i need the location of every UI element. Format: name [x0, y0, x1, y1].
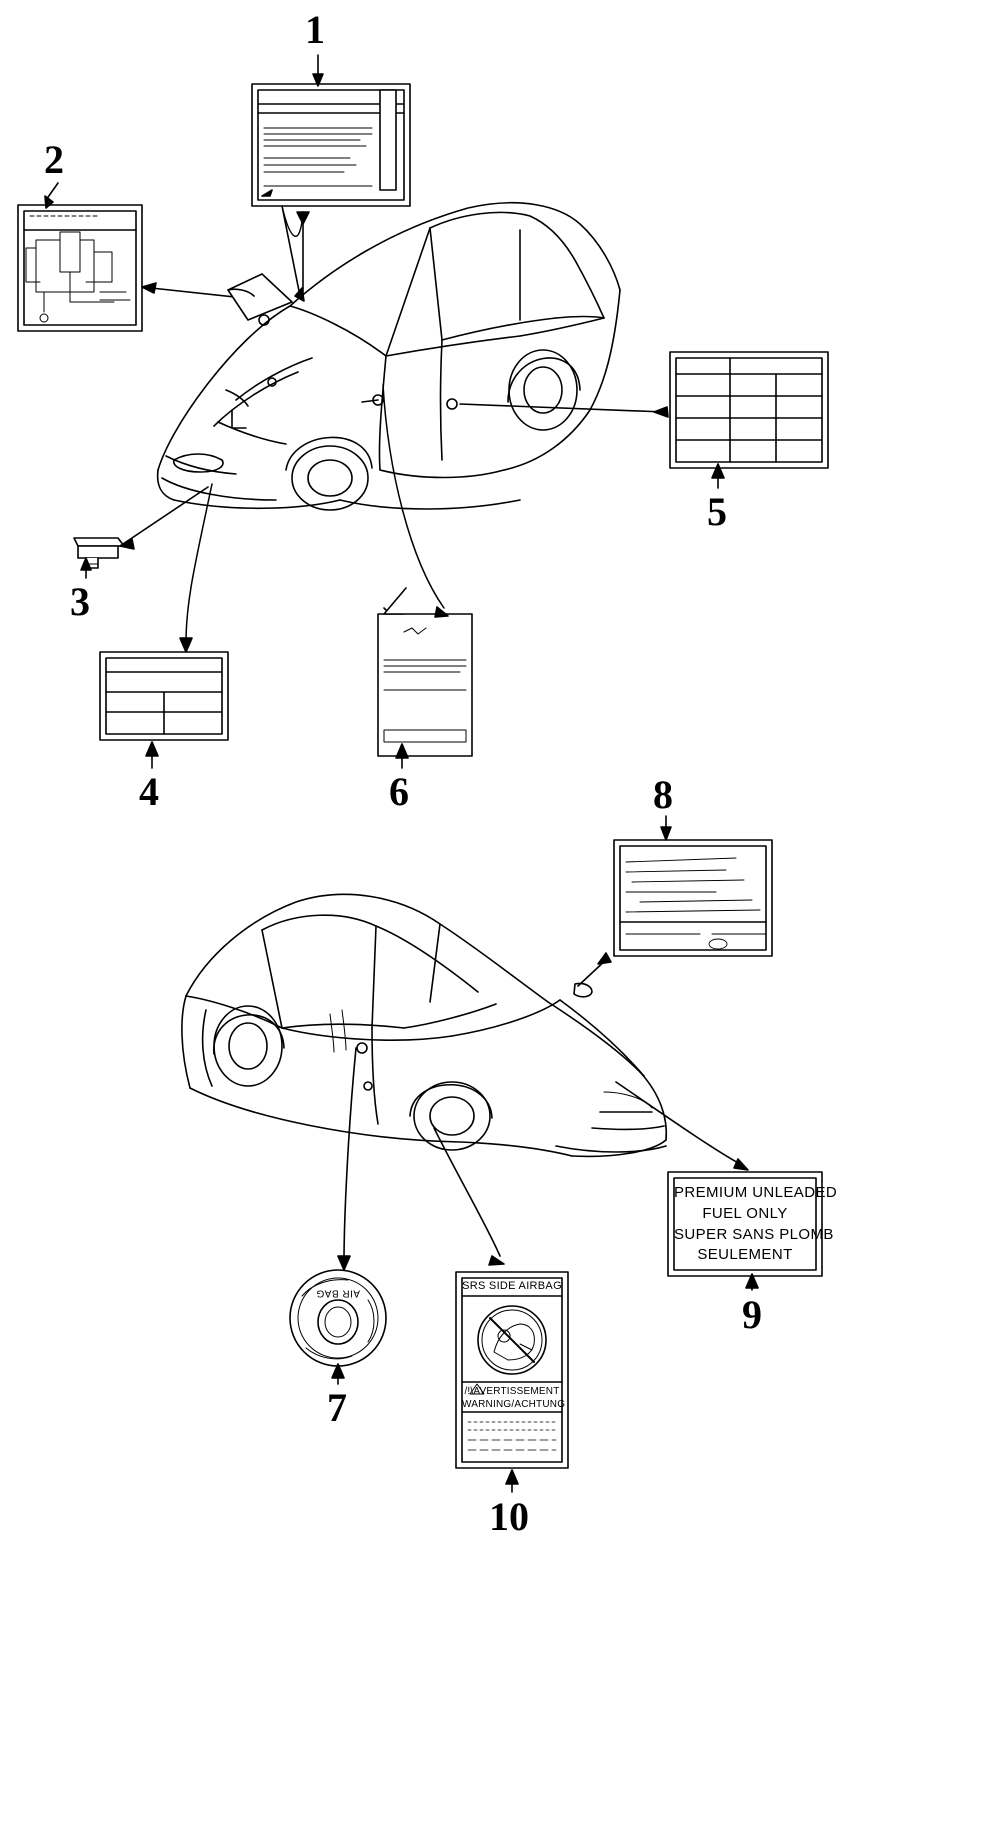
lower-vehicle-illustration: [182, 894, 666, 1156]
callout-number-10: 10: [489, 1494, 529, 1539]
label-2-vacuum-routing-label: [18, 183, 262, 331]
upper-vehicle-illustration: [158, 203, 620, 510]
label-10-srs-side-airbag-label: [434, 1128, 568, 1492]
srs-label-title-block: [462, 1280, 562, 1294]
label-7-airbag-steering-wheel: [290, 1048, 386, 1384]
srs-label-title: SRS SIDE AIRBAG: [462, 1280, 562, 1292]
label-6-certification-label: [378, 385, 472, 768]
fuel-label-text-block: [674, 1184, 838, 1264]
srs-warning-line-1: /!\AVERTISSEMENT: [464, 1386, 560, 1397]
fuel-label-line-4: SEULEMENT: [697, 1246, 793, 1264]
callout-number-1: 1: [305, 7, 325, 52]
label-8-information-label: [578, 816, 772, 986]
callout-number-6: 6: [389, 769, 409, 814]
srs-warning-line-2: WARNING/ACHTUNG: [462, 1398, 566, 1410]
fuel-label-line-1: PREMIUM UNLEADED: [674, 1184, 838, 1201]
callout-number-9: 9: [742, 1292, 762, 1337]
label-1-emission-label: [252, 55, 410, 301]
callout-number-2: 2: [44, 137, 64, 182]
fuel-label-line-2: FUEL ONLY: [702, 1204, 788, 1222]
label-3-identification-tag: [74, 487, 208, 578]
callout-number-4: 4: [139, 769, 159, 814]
callout-number-3: 3: [70, 579, 90, 624]
srs-label-warning-block: [462, 1386, 566, 1411]
airbag-wheel-text: AIR BAG: [315, 1287, 361, 1299]
airbag-wheel-text-block: [306, 1286, 370, 1299]
callout-number-5: 5: [707, 489, 727, 534]
callout-number-8: 8: [653, 772, 673, 817]
label-4-tire-placard: [100, 484, 228, 768]
callout-number-7: 7: [327, 1385, 347, 1430]
fuel-label-line-3: SUPER SANS PLOMB: [674, 1225, 834, 1243]
